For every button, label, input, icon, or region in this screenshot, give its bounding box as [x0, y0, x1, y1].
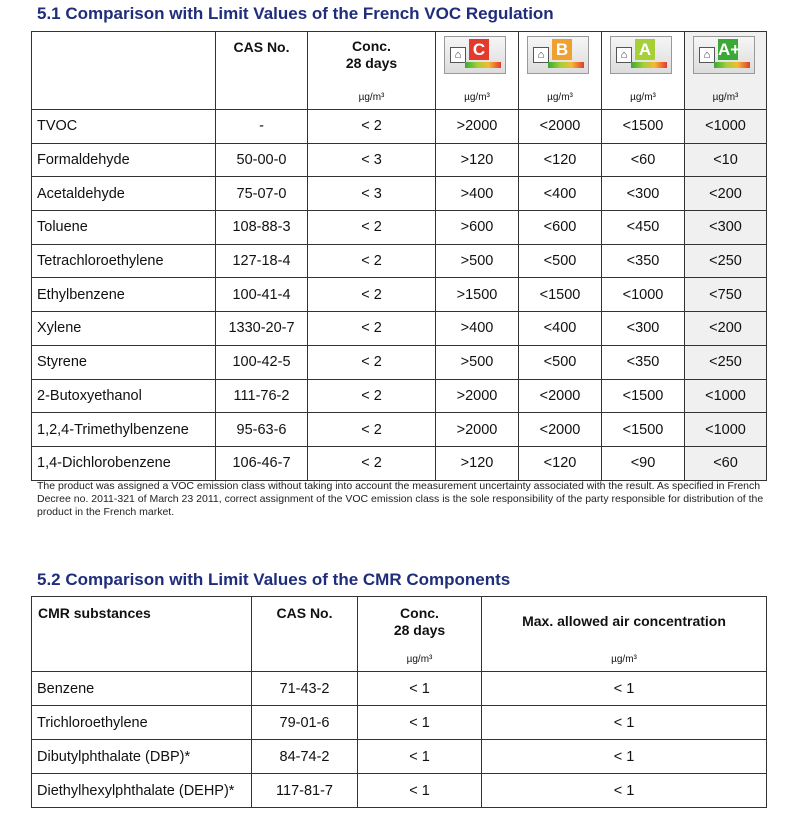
header-cmr-substances: CMR substances — [32, 597, 252, 672]
unit-label: µg/m³ — [630, 92, 656, 103]
table-row — [32, 312, 767, 346]
table-row — [32, 211, 767, 245]
class-b-cell: <500 — [519, 345, 602, 379]
header-conc: Conc. 28 days µg/m³ — [358, 597, 482, 672]
cas-cell: - — [216, 110, 308, 144]
cas-cell: 127-18-4 — [216, 244, 308, 278]
class-a-cell: <350 — [602, 244, 685, 278]
substance-cell: Formaldehyde — [32, 143, 216, 177]
class-a-cell: <350 — [602, 345, 685, 379]
cas-cell: 100-42-5 — [216, 345, 308, 379]
class-a-cell: <1000 — [602, 278, 685, 312]
header-conc: Conc. 28 days µg/m³ — [308, 32, 436, 110]
cas-cell: 84-74-2 — [252, 740, 358, 774]
class-b-cell: <2000 — [519, 379, 602, 413]
substance-cell: Xylene — [32, 312, 216, 346]
class-aplus-cell: <250 — [685, 345, 767, 379]
header-max-air-conc: Max. allowed air concentration µg/m³ — [482, 597, 767, 672]
cas-cell: 50-00-0 — [216, 143, 308, 177]
cas-cell: 79-01-6 — [252, 706, 358, 740]
class-aplus-cell: <200 — [685, 177, 767, 211]
class-aplus-cell: <10 — [685, 143, 767, 177]
class-c-cell: >400 — [436, 177, 519, 211]
conc-cell: < 3 — [308, 177, 436, 211]
max-conc-cell: < 1 — [482, 706, 767, 740]
cas-cell: 75-07-0 — [216, 177, 308, 211]
class-aplus-cell: <750 — [685, 278, 767, 312]
class-aplus-cell: <250 — [685, 244, 767, 278]
class-c-cell: >1500 — [436, 278, 519, 312]
cas-cell: 95-63-6 — [216, 413, 308, 447]
class-c-cell: >120 — [436, 446, 519, 480]
conc-cell: < 2 — [308, 278, 436, 312]
cmr-header-row — [32, 597, 767, 672]
header-class-a — [602, 32, 685, 110]
unit-label: µg/m³ — [712, 92, 739, 103]
house-icon: ⌂ — [616, 47, 632, 63]
house-icon: ⌂ — [699, 47, 715, 63]
class-aplus-cell: <300 — [685, 211, 767, 245]
cas-cell: 1330-20-7 — [216, 312, 308, 346]
class-b-cell: <2000 — [519, 413, 602, 447]
class-a-cell: <90 — [602, 446, 685, 480]
class-c-cell: >120 — [436, 143, 519, 177]
class-c-cell: >2000 — [436, 413, 519, 447]
section1-title: 5.1 Comparison with Limit Values of the French VOC Regulation — [37, 4, 554, 23]
conc-cell: < 1 — [358, 706, 482, 740]
cas-cell: 71-43-2 — [252, 672, 358, 706]
class-c-cell: >2000 — [436, 110, 519, 144]
cas-cell: 100-41-4 — [216, 278, 308, 312]
conc-cell: < 1 — [358, 740, 482, 774]
class-aplus-cell: <1000 — [685, 110, 767, 144]
max-conc-cell: < 1 — [482, 672, 767, 706]
class-b-cell: <120 — [519, 446, 602, 480]
voc-limit-table — [31, 31, 767, 481]
unit-label: µg/m³ — [547, 92, 573, 103]
conc-cell: < 2 — [308, 413, 436, 447]
table-row — [32, 244, 767, 278]
class-b-label-icon: ⌂ B — [527, 36, 589, 74]
unit-label: µg/m³ — [611, 654, 637, 665]
substance-cell: Benzene — [32, 672, 252, 706]
cmr-limit-table — [31, 596, 767, 808]
table-row — [32, 774, 767, 808]
max-conc-cell: < 1 — [482, 740, 767, 774]
substance-cell: Tetrachloroethylene — [32, 244, 216, 278]
cas-cell: 117-81-7 — [252, 774, 358, 808]
header-substance — [32, 32, 216, 110]
class-a-cell: <450 — [602, 211, 685, 245]
conc-cell: < 2 — [308, 379, 436, 413]
class-b-cell: <2000 — [519, 110, 602, 144]
substance-cell: Toluene — [32, 211, 216, 245]
table-row — [32, 740, 767, 774]
table-row — [32, 379, 767, 413]
conc-cell: < 2 — [308, 110, 436, 144]
header-class-b — [519, 32, 602, 110]
cas-cell: 106-46-7 — [216, 446, 308, 480]
voc-class-note: The product was assigned a VOC emission class without taking into account the measurement uncertainty associated with the result. As specified in French Decree no. 2011-321 of March 23 2011, correct assignment of the VOC emission class is the sole responsibility of the party responsible for distribution of the product in the French market. — [37, 480, 764, 518]
conc-cell: < 2 — [308, 244, 436, 278]
class-c-label-icon: ⌂ C — [444, 36, 506, 74]
class-a-label-icon: ⌂ A — [610, 36, 672, 74]
class-b-cell: <600 — [519, 211, 602, 245]
table-row — [32, 413, 767, 447]
class-a-cell: <300 — [602, 312, 685, 346]
conc-cell: < 1 — [358, 672, 482, 706]
table-row — [32, 143, 767, 177]
class-a-cell: <1500 — [602, 413, 685, 447]
class-c-cell: >500 — [436, 345, 519, 379]
class-a-cell: <300 — [602, 177, 685, 211]
cas-cell: 111-76-2 — [216, 379, 308, 413]
table-row — [32, 706, 767, 740]
class-aplus-label-icon: ⌂ A+ — [693, 36, 755, 74]
class-a-cell: <1500 — [602, 379, 685, 413]
table-row — [32, 672, 767, 706]
class-aplus-cell: <200 — [685, 312, 767, 346]
class-c-cell: >400 — [436, 312, 519, 346]
substance-cell: 1,4-Dichlorobenzene — [32, 446, 216, 480]
class-b-cell: <500 — [519, 244, 602, 278]
cas-cell: 108-88-3 — [216, 211, 308, 245]
substance-cell: Styrene — [32, 345, 216, 379]
conc-cell: < 1 — [358, 774, 482, 808]
header-class-aplus — [685, 32, 767, 110]
substance-cell: TVOC — [32, 110, 216, 144]
substance-cell: 2-Butoxyethanol — [32, 379, 216, 413]
conc-cell: < 3 — [308, 143, 436, 177]
substance-cell: Trichloroethylene — [32, 706, 252, 740]
header-cas: CAS No. — [216, 32, 308, 110]
class-a-cell: <1500 — [602, 110, 685, 144]
substance-cell: Dibutylphthalate (DBP)* — [32, 740, 252, 774]
max-conc-cell: < 1 — [482, 774, 767, 808]
unit-label: µg/m³ — [464, 92, 490, 103]
substance-cell: Diethylhexylphthalate (DEHP)* — [32, 774, 252, 808]
substance-cell: 1,2,4-Trimethylbenzene — [32, 413, 216, 447]
class-c-cell: >600 — [436, 211, 519, 245]
unit-label: µg/m³ — [358, 92, 385, 103]
header-class-c — [436, 32, 519, 110]
table-row — [32, 278, 767, 312]
unit-label: µg/m³ — [406, 654, 433, 665]
header-cas: CAS No. — [252, 597, 358, 672]
substance-cell: Acetaldehyde — [32, 177, 216, 211]
conc-cell: < 2 — [308, 446, 436, 480]
house-icon: ⌂ — [450, 47, 466, 63]
class-a-cell: <60 — [602, 143, 685, 177]
table-row — [32, 345, 767, 379]
class-b-cell: <120 — [519, 143, 602, 177]
table-row — [32, 177, 767, 211]
table-row — [32, 110, 767, 144]
table-row — [32, 446, 767, 480]
class-c-cell: >500 — [436, 244, 519, 278]
section2-title: 5.2 Comparison with Limit Values of the CMR Components — [37, 570, 511, 589]
substance-cell: Ethylbenzene — [32, 278, 216, 312]
class-aplus-cell: <1000 — [685, 379, 767, 413]
class-b-cell: <400 — [519, 312, 602, 346]
class-b-cell: <400 — [519, 177, 602, 211]
conc-cell: < 2 — [308, 211, 436, 245]
voc-header-row — [32, 32, 767, 110]
class-b-cell: <1500 — [519, 278, 602, 312]
conc-cell: < 2 — [308, 345, 436, 379]
class-aplus-cell: <1000 — [685, 413, 767, 447]
class-aplus-cell: <60 — [685, 446, 767, 480]
house-icon: ⌂ — [533, 47, 549, 63]
class-c-cell: >2000 — [436, 379, 519, 413]
conc-cell: < 2 — [308, 312, 436, 346]
